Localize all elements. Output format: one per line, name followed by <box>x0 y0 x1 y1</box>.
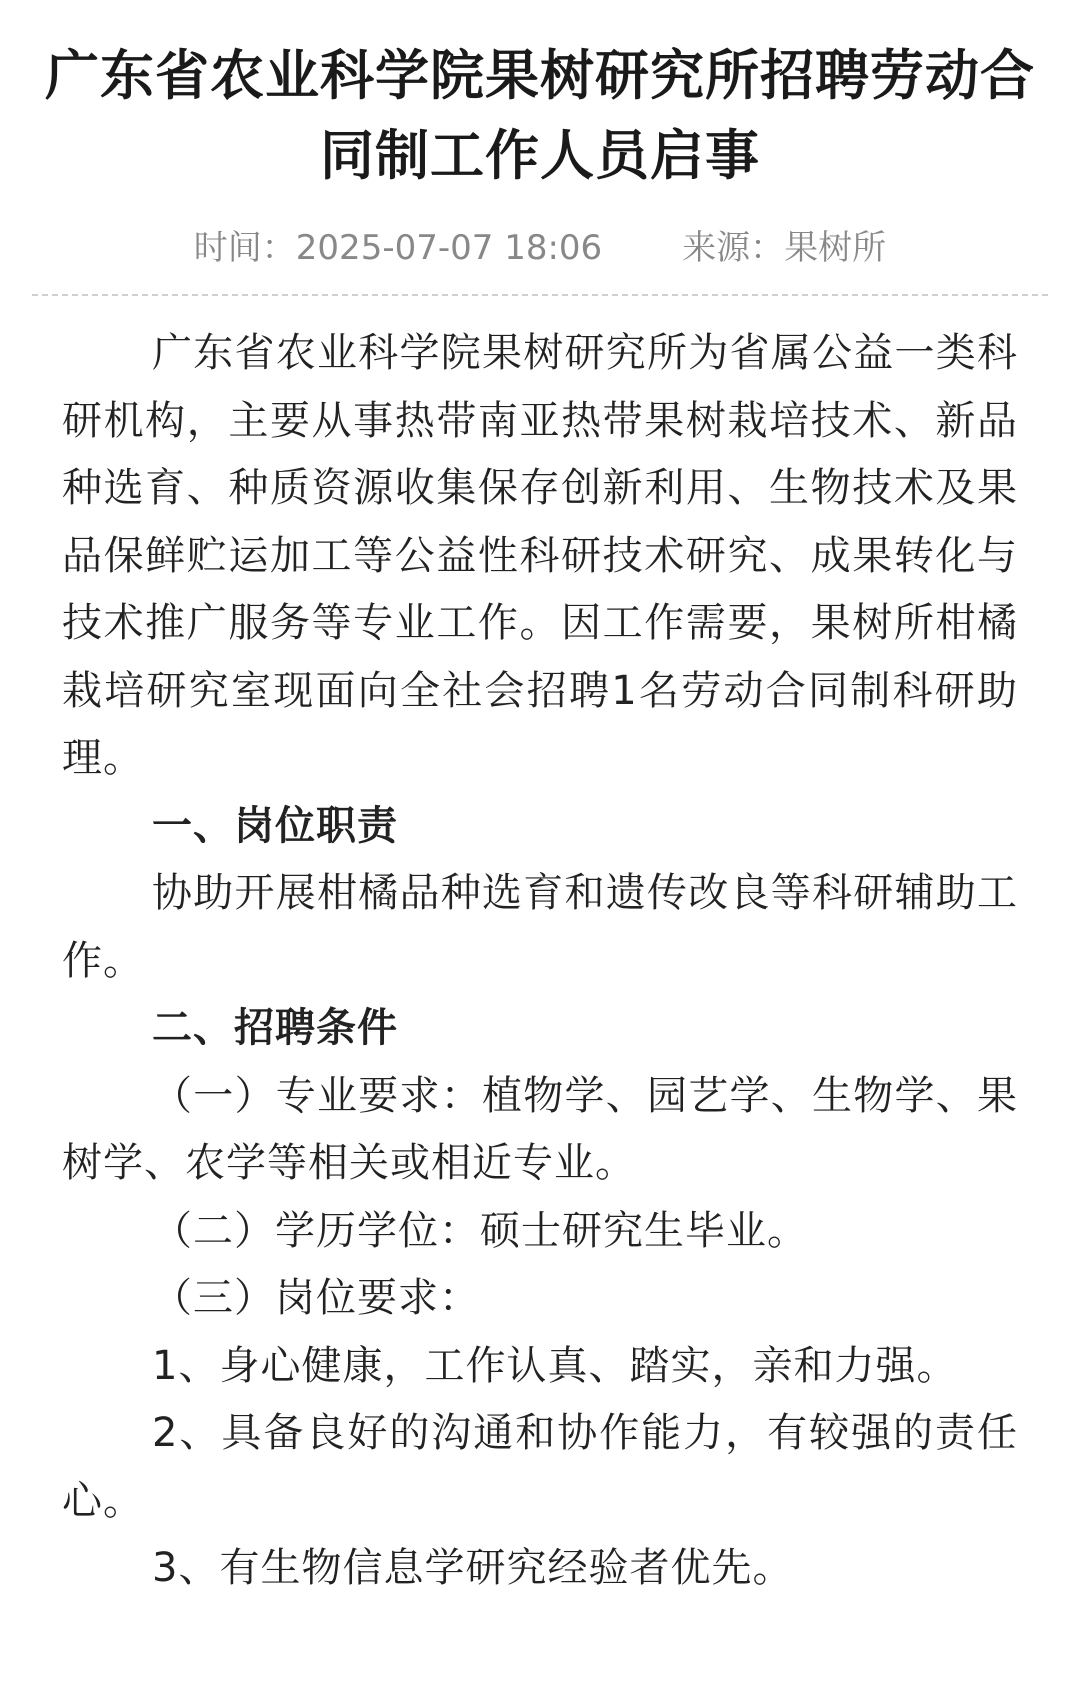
publish-time: 时间：2025-07-07 18:06 <box>193 228 603 268</box>
major-requirement: （一）专业要求：植物学、园艺学、生物学、果树学、农学等相关或相近专业。 <box>62 1072 1018 1186</box>
section-heading-requirements: 二、招聘条件 <box>152 1005 398 1051</box>
article-title: 广东省农业科学院果树研究所招聘劳动合同制工作人员启事 <box>45 44 1035 187</box>
article-meta <box>0 224 1080 272</box>
degree-requirement: （二）学历学位：硕士研究生毕业。 <box>152 1207 808 1254</box>
intro-paragraph: 广东省农业科学院果树研究所为省属公益一类科研机构，主要从事热带南亚热带果树栽培技术、新品种选育、种质资源收集保存创新利用、生物技术及果品保鲜贮运加工等公益性科研技术研究、成果转化与技术推广服务等专业工作。因工作需要，果树所柑橘栽培研究室现面向全社会招聘1名劳动合同制科研助理。 <box>62 330 1018 781</box>
requirement-item-1: 1、身心健康，工作认真、踏实，亲和力强。 <box>152 1342 958 1389</box>
requirement-item-2: 2、具备良好的沟通和协作能力，有较强的责任心。 <box>62 1410 1018 1524</box>
requirement-item-3: 3、有生物信息学研究经验者优先。 <box>152 1545 794 1591</box>
article-source: 来源：果树所 <box>682 228 887 268</box>
section-heading-duties: 一、岗位职责 <box>152 802 398 849</box>
position-requirement-heading: （三）岗位要求： <box>152 1275 480 1321</box>
duties-paragraph: 协助开展柑橘品种选育和遗传改良等科研辅助工作。 <box>62 870 1018 984</box>
article-body <box>0 296 1080 1603</box>
